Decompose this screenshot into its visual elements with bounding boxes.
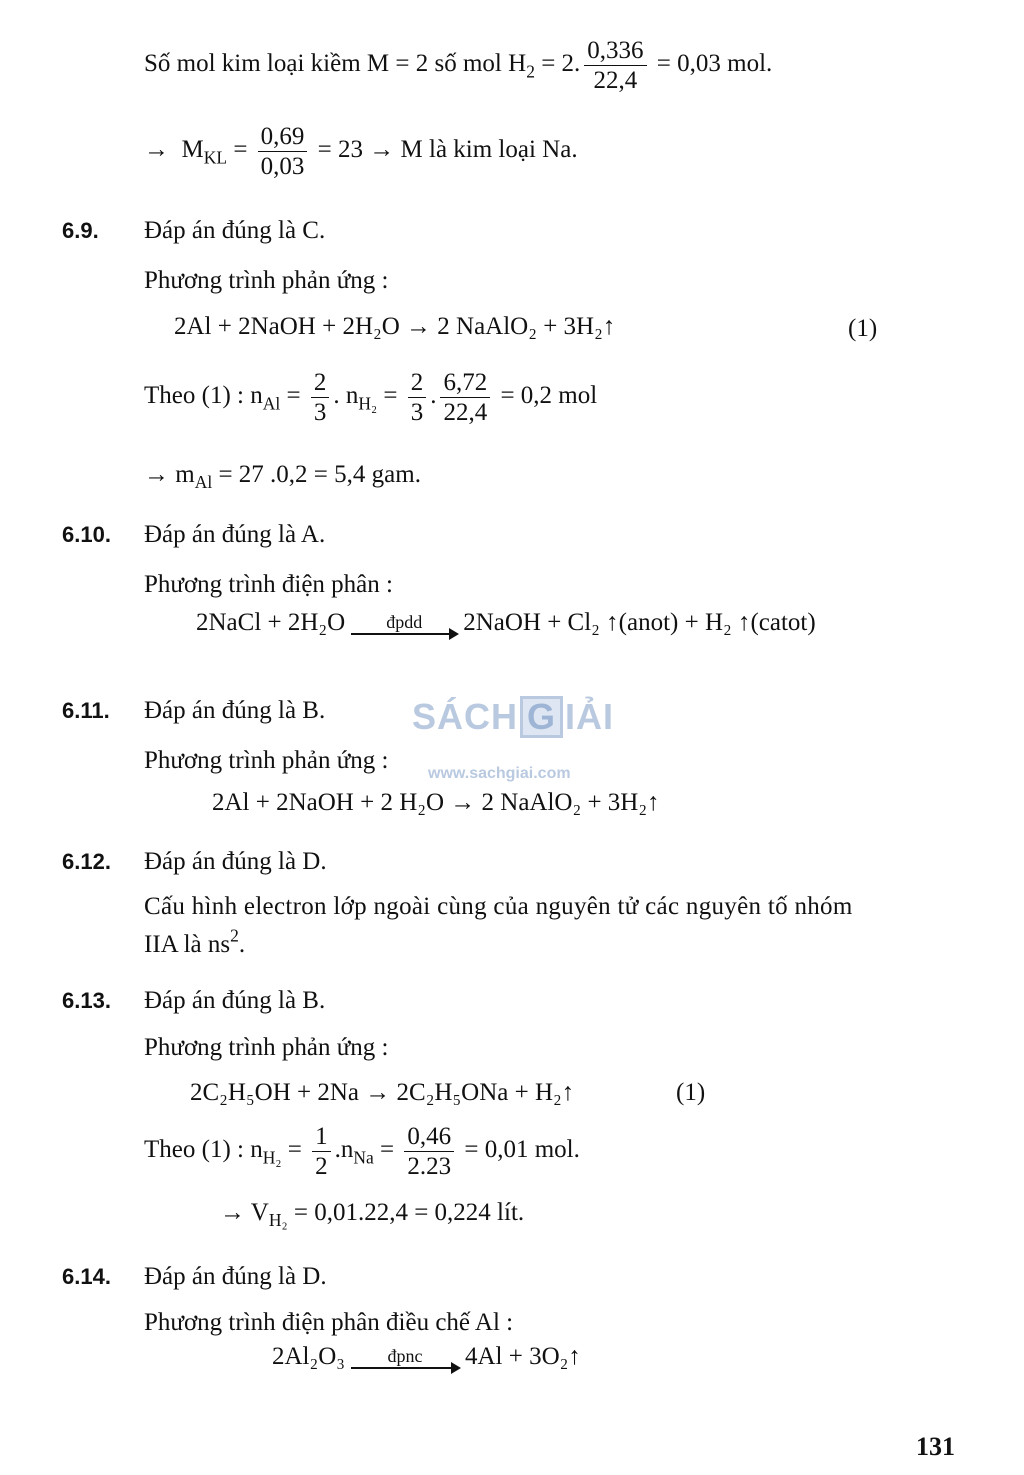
answer-text: Đáp án đúng là C. — [144, 217, 326, 244]
question-number: 6.10. — [62, 522, 111, 547]
electrolysis-equation: 2NaCl + 2H₂O đpdd 2NaOH + Cl₂ ↑(anot) + H₂ ↑(catot) — [196, 609, 816, 636]
question-number: 6.14. — [62, 1264, 111, 1289]
answer-text: Đáp án đúng là D. — [144, 1263, 327, 1290]
answer-text: Đáp án đúng là A. — [144, 521, 326, 548]
mol-alkali-line: Số mol kim loại kiềm M = 2 số mol $H_2 = 2$. $\frac{0,336}{22,4}$ = 0,03 mol. — [144, 37, 773, 94]
explanation-line: IIA là $ns^2$. — [144, 925, 246, 958]
fraction: $\frac{6,72}{22,4}$ — [440, 368, 490, 427]
equation-heading: Phương trình phản ứng : — [144, 1034, 389, 1061]
answer-text: Đáp án đúng là B. — [144, 697, 326, 724]
equation-tag: (1) — [676, 1079, 706, 1106]
fraction: $\frac{1}{2}$ — [312, 1122, 331, 1181]
reaction-arrow: đpdd — [351, 613, 457, 635]
mass-result-line: → $m_{Al} = 27$ .0,2 = 5,4 gam. — [144, 461, 421, 493]
watermark-url: www.sachgiai.com — [428, 765, 571, 782]
watermark-logo: SÁCH G IẢI — [412, 696, 615, 737]
calculation-line: Theo (1) : $n_{H_2}$ = $\frac{1}{2}$ $.n_{Na}$ = $\frac{0,46}{2.23}$ = 0,01 mol. — [144, 1123, 580, 1180]
question-number: 6.12. — [62, 849, 111, 874]
equation-heading: Phương trình phản ứng : — [144, 747, 389, 774]
volume-result-line: → $V_{H_2} = 0,01.22,4 = 0,224$ lít. — [220, 1199, 525, 1231]
equation-heading: Phương trình điện phân điều chế Al : — [144, 1309, 514, 1336]
answer-text: Đáp án đúng là B. — [144, 987, 326, 1014]
molar-mass-line: → $M_{KL}$ = $\frac{0,69}{0,03}$ = 23 → M là kim loại Na. — [144, 123, 578, 180]
equation-heading: Phương trình điện phân : — [144, 571, 393, 598]
reaction-equation: 2Al + 2NaOH + 2 H₂O → 2 NaAlO₂ + 3H₂↑ — [212, 789, 660, 816]
fraction: $\frac{2}{3}$ — [311, 368, 330, 427]
calculation-line: Theo (1) : $n_{Al}$ = $\frac{2}{3}$ . $n_{H_2}$ = $\frac{2}{3}$ . $\frac{6,72}{22,4}$ = 0,2 mol — [144, 369, 598, 426]
electrolysis-equation: 2Al₂O₃ đpnc 4Al + 3O₂↑ — [272, 1343, 581, 1370]
page-number: 131 — [916, 1432, 955, 1461]
question-number: 6.11. — [62, 698, 110, 723]
equation-heading: Phương trình phản ứng : — [144, 267, 389, 294]
equation-tag: (1) — [848, 315, 878, 342]
question-number: 6.9. — [62, 218, 99, 243]
reaction-equation: 2C₂H₅OH + 2Na → 2C₂H₅ONa + H₂↑ — [190, 1079, 575, 1106]
fraction: $\frac{0,69}{0,03}$ — [258, 122, 308, 181]
answer-text: Đáp án đúng là D. — [144, 848, 327, 875]
question-number: 6.13. — [62, 988, 111, 1013]
fraction: $\frac{2}{3}$ — [408, 368, 427, 427]
fraction: $\frac{0,336}{22,4}$ — [584, 36, 646, 95]
explanation-line: Cấu hình electron lớp ngoài cùng của nguyên tử các nguyên tố nhóm — [144, 893, 853, 920]
fraction: $\frac{0,46}{2.23}$ — [404, 1122, 454, 1181]
reaction-equation: 2Al + 2NaOH + 2H₂O → 2 NaAlO₂ + 3H₂↑ — [174, 313, 616, 340]
reaction-arrow: đpnc — [351, 1347, 459, 1369]
